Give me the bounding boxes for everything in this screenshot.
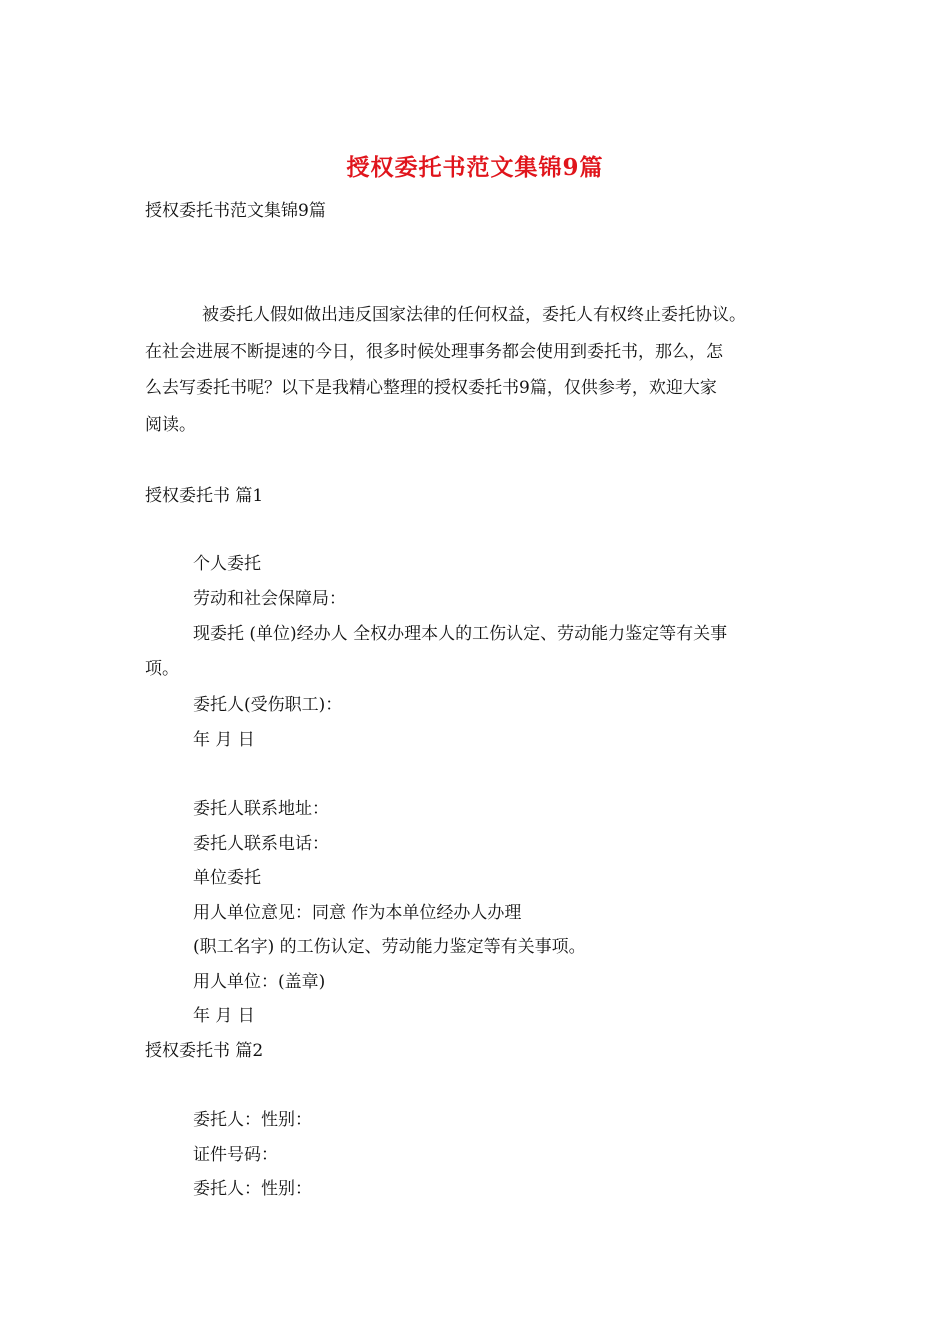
unit-delegation-label: 单位委托 xyxy=(193,868,261,888)
id-number-line: 证件号码： xyxy=(193,1145,278,1165)
intro-line-4: 阅读。 xyxy=(145,415,196,435)
intro-line-2: 在社会进展不断提速的今日，很多时候处理事务都会使用到委托书，那么，怎 xyxy=(145,342,723,362)
unit-matter-line: (职工名字) 的工伤认定、劳动能力鉴定等有关事项。 xyxy=(193,937,586,957)
addressee-line: 劳动和社会保障局： xyxy=(193,589,346,609)
intro-line-3: 么去写委托书呢？以下是我精心整理的授权委托书9篇，仅供参考，欢迎大家 xyxy=(145,378,717,398)
delegation-body-line-1: 现委托 (单位)经办人 全权办理本人的工伤认定、劳动能力鉴定等有关事 xyxy=(193,624,728,644)
agent-gender-line: 委托人：性别： xyxy=(193,1179,312,1199)
contact-phone-line: 委托人联系电话： xyxy=(193,834,329,854)
principal-line: 委托人(受伤职工)： xyxy=(193,695,343,715)
date-line-2: 年 月 日 xyxy=(193,1006,255,1026)
contact-address-line: 委托人联系地址： xyxy=(193,799,329,819)
delegation-body-line-2: 项。 xyxy=(145,659,179,679)
document-subtitle: 授权委托书范文集锦9篇 xyxy=(145,201,326,221)
unit-opinion-line: 用人单位意见：同意 作为本单位经办人办理 xyxy=(193,903,522,923)
principal-gender-line: 委托人：性别： xyxy=(193,1110,312,1130)
intro-line-1: 被委托人假如做出违反国家法律的任何权益，委托人有权终止委托协议。 xyxy=(202,305,746,325)
date-line-1: 年 月 日 xyxy=(193,730,255,750)
unit-seal-line: 用人单位：(盖章) xyxy=(193,972,326,992)
page-title: 授权委托书范文集锦9篇 xyxy=(346,154,604,181)
section-1-heading: 授权委托书 篇1 xyxy=(145,486,264,506)
section-2-heading: 授权委托书 篇2 xyxy=(145,1041,264,1061)
personal-delegation-label: 个人委托 xyxy=(193,554,261,574)
